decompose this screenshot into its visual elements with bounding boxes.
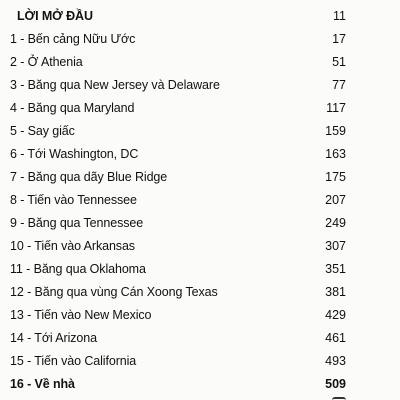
toc-entry (0, 328, 400, 348)
toc-entry (0, 213, 400, 233)
toc-entry-title: 4 - Băng qua Maryland (10, 101, 135, 115)
toc-entry-page-number: 175 (325, 170, 346, 184)
toc-entry (0, 121, 400, 141)
toc-entry-page-number: 429 (325, 308, 346, 322)
toc-entry-title: 2 - Ở Athenia (10, 55, 83, 69)
toc-heading-title: LỜI MỞ ĐẦU (17, 9, 93, 23)
toc-entry-page-number: 17 (332, 32, 346, 46)
toc-entry-title: 1 - Bến cảng Nữu Ước (10, 32, 136, 46)
toc-entry (0, 259, 400, 279)
toc-entry-title: 13 - Tiến vào New Mexico (10, 308, 152, 322)
toc-entry-title: 7 - Băng qua dãy Blue Ridge (10, 170, 168, 184)
toc-entry-title: 12 - Băng qua vùng Cán Xoong Texas (10, 285, 218, 299)
toc-entry-title: 16 - Về nhà (10, 377, 75, 391)
toc-entry-page-number: 117 (326, 101, 346, 115)
toc-entry (0, 236, 400, 256)
toc-entry (0, 282, 400, 302)
toc-entry-title: 8 - Tiến vào Tennessee (10, 193, 137, 207)
toc-entry-title: 14 - Tới Arizona (10, 331, 97, 345)
toc-entry (0, 351, 400, 371)
toc-entry-title: 6 - Tới Washington, DC (10, 147, 139, 161)
cropped-next-page-number (326, 394, 346, 400)
toc-entry-page-number: 493 (325, 354, 346, 368)
toc-entry (0, 52, 400, 72)
toc-entry-page-number: 159 (325, 124, 346, 138)
toc-entry (0, 374, 400, 394)
toc-entry-title: 5 - Say giấc (10, 124, 75, 138)
toc-entry-title: 9 - Băng qua Tennessee (10, 216, 144, 230)
toc-entry-title: 3 - Băng qua New Jersey và Delaware (10, 78, 220, 92)
toc-entry (0, 29, 400, 49)
toc-entry-title: 15 - Tiến vào California (10, 354, 137, 368)
toc-entry (0, 305, 400, 325)
toc-entry-page-number: 207 (325, 193, 346, 207)
toc-entry (0, 98, 400, 118)
toc-entry-title: 11 - Băng qua Oklahoma (10, 262, 146, 276)
toc-entry-page-number: 307 (325, 239, 346, 253)
toc-heading-page-number: 11 (333, 9, 346, 23)
toc-entry (0, 190, 400, 210)
toc-entry (0, 167, 400, 187)
toc-entry-page-number: 509 (325, 377, 346, 391)
toc-entry (0, 75, 400, 95)
toc-entry-page-number: 249 (325, 216, 346, 230)
toc-entry-title: 10 - Tiến vào Arkansas (10, 239, 135, 253)
toc-entry-page-number: 77 (332, 78, 346, 92)
toc-heading-row (0, 6, 400, 26)
toc-entry-page-number: 351 (325, 262, 346, 276)
toc-entry-page-number: 461 (325, 331, 346, 345)
toc-entry-page-number: 163 (325, 147, 346, 161)
toc-entry-page-number: 51 (332, 55, 346, 69)
toc-entry-page-number: 381 (325, 285, 346, 299)
toc-entry (0, 144, 400, 164)
